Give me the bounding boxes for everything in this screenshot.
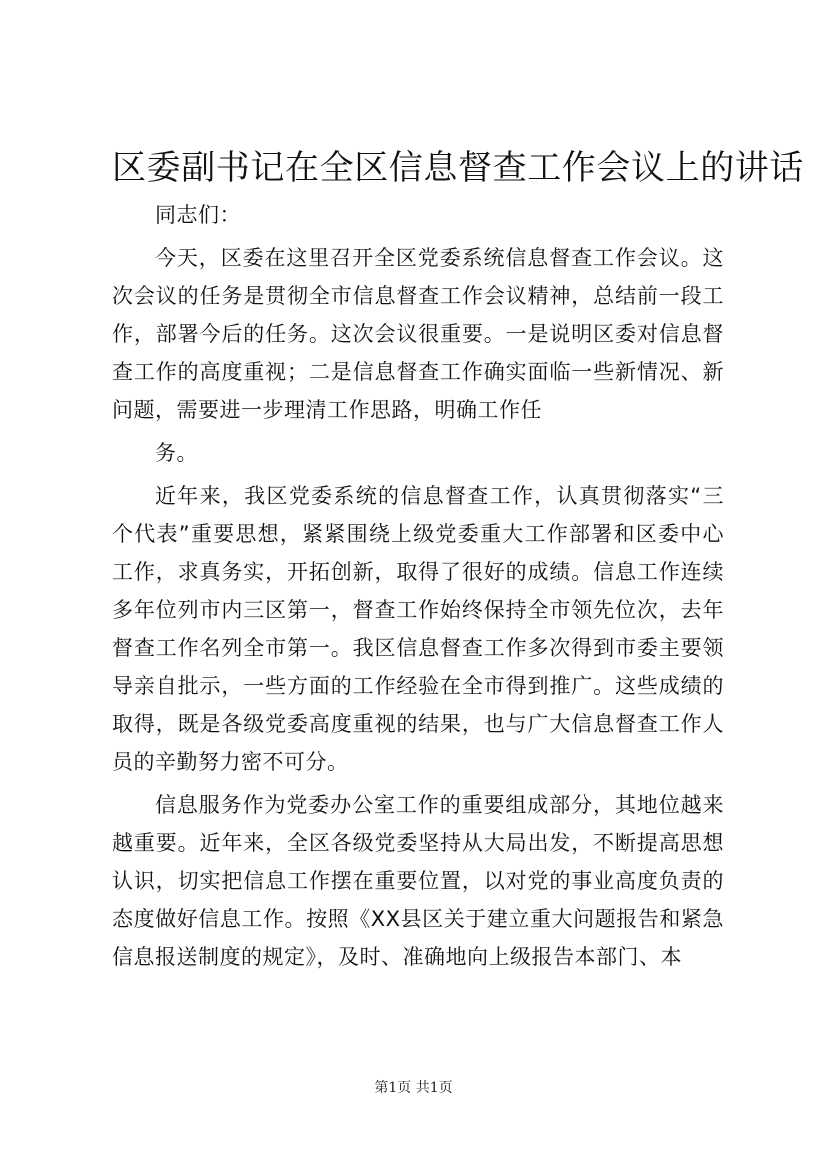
paragraph-achievements: 近年来，我区党委系统的信息督查工作，认真贯彻落实“三个代表”重要思想，紧紧围绕上级党委重大工作部署和区委中心工作，求真务实，开拓创新，取得了很好的成绩。信息工作连续多年位列市内三区第一，督查工作始终保持全市领先位次，去年督查工作名列全市第一。我区信息督查工作多次得到市委主要领导亲自批示，一些方面的工作经验在全市得到推广。这些成绩的取得，既是各级党委高度重视的结果，也与广大信息督查工作人员的辛勤努力密不可分。 (112, 484, 724, 774)
paragraph-intro: 今天，区委在这里召开全区党委系统信息督查工作会议。这次会议的任务是贯彻全市信息督查工作会议精神，总结前一段工作，部署今后的任务。这次会议很重要。一是说明区委对信息督查工作的高度重视；二是信息督查工作确实面临一些新情况、新问题，需要进一步理清工作思路，明确工作任 (112, 246, 724, 422)
document-title: 区委副书记在全区信息督查工作会议上的讲话 (112, 148, 804, 188)
page-footer: 第1页 共1页 (374, 1080, 453, 1096)
document-body (112, 196, 724, 976)
paragraph-intro-continued: 务。 (155, 441, 198, 465)
paragraph-salutation: 同志们： (155, 203, 241, 227)
paragraph-information-service: 信息服务作为党委办公室工作的重要组成部分，其地位越来越重要。近年来，全区各级党委坚持从大局出发，不断提高思想认识，切实把信息工作摆在重要位置，以对党的事业高度负责的态度做好信息工作。按照《XX县区关于建立重大问题报告和紧急信息报送制度的规定》，及时、准确地向上级报告本部门、本 (112, 793, 724, 969)
